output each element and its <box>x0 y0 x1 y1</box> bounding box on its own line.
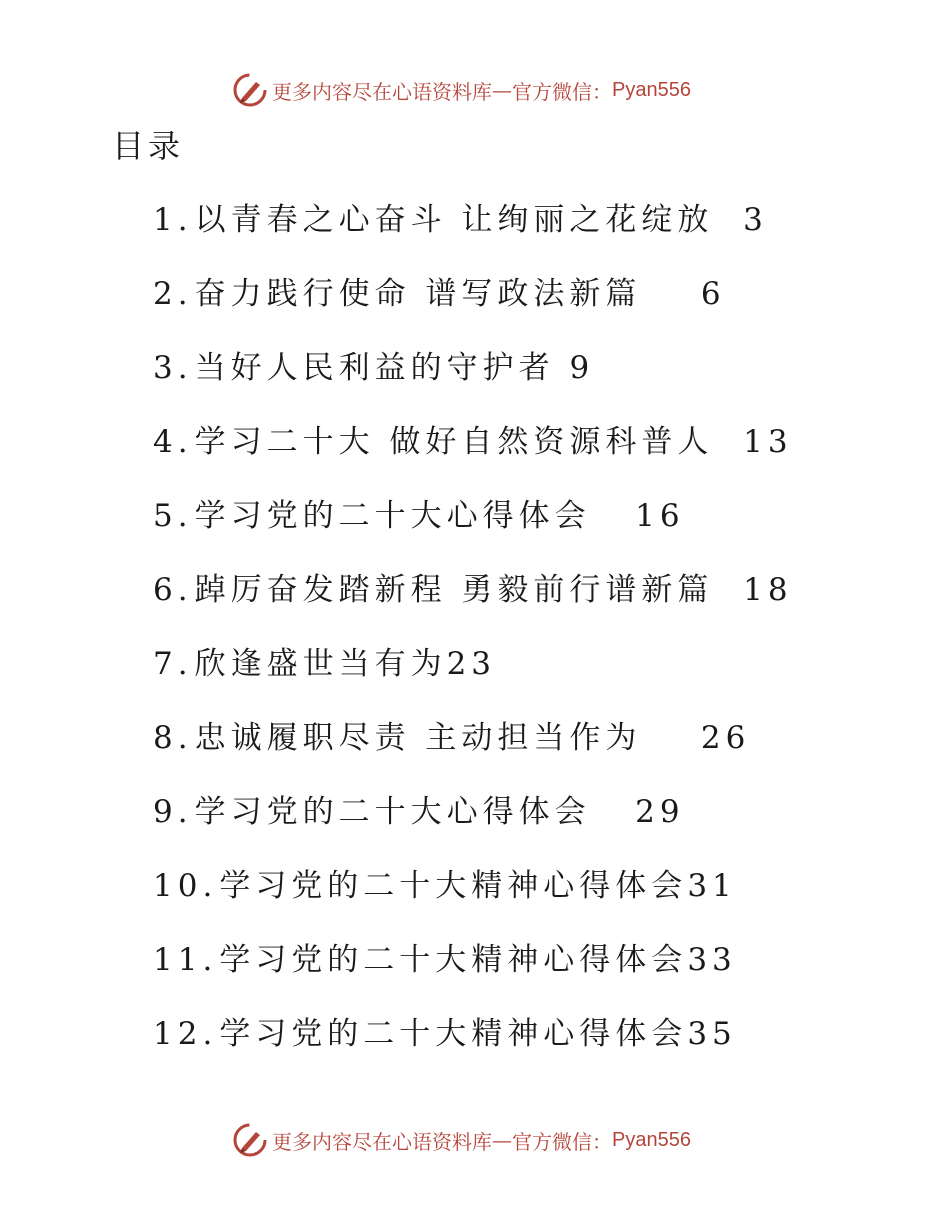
toc-item[interactable] <box>153 938 793 1012</box>
toc-item-page-number: 23 <box>446 646 497 682</box>
toc-item-title: 学习党的二十大心得体会 <box>194 794 591 830</box>
toc-item-title: 踔厉奋发踏新程 勇毅前行谱新篇 <box>194 572 714 608</box>
banner-wechat-label: 官方微信： <box>512 1129 612 1154</box>
toc-item[interactable] <box>153 790 793 864</box>
banner-text: 更多内容尽在心语资料库 <box>272 1129 492 1154</box>
toc-item-page-number: 26 <box>700 720 751 756</box>
toc-item[interactable] <box>153 716 793 790</box>
toc-item[interactable] <box>153 494 793 568</box>
toc-item-gap <box>641 716 700 790</box>
pen-logo-icon <box>232 1122 268 1158</box>
toc-item-page-number: 6 <box>700 276 726 312</box>
toc-item-page-number: 3 <box>743 202 768 238</box>
toc-item-title: 学习党的二十大心得体会 <box>194 498 591 534</box>
toc-item-title: 学习二十大 做好自然资源科普人 <box>194 424 714 460</box>
footer-banner <box>232 1120 691 1160</box>
toc-item-number: 3. <box>153 350 193 386</box>
toc-item-gap <box>713 420 743 494</box>
toc-item-page-number: 31 <box>687 868 737 904</box>
pen-logo-icon <box>232 72 268 108</box>
banner-separator: — <box>492 78 512 102</box>
toc-item-page-number: 9 <box>569 350 595 386</box>
toc-item-title: 欣逢盛世当有为 <box>194 646 447 682</box>
toc-item-title: 忠诚履职尽责 主动担当作为 <box>194 720 642 756</box>
toc-item-number: 12. <box>153 1016 218 1052</box>
toc-item-page-number: 35 <box>687 1016 737 1052</box>
toc-item-number: 7. <box>153 646 193 682</box>
toc-item-gap <box>641 272 700 346</box>
toc-item[interactable] <box>153 346 793 420</box>
banner-wechat-id: Pyan556 <box>612 78 691 101</box>
toc-item-page-number: 33 <box>687 942 737 978</box>
toc-item-page-number: 29 <box>635 794 685 830</box>
toc-item-page-number: 18 <box>743 572 793 608</box>
toc-item[interactable] <box>153 272 793 346</box>
toc-item-number: 2. <box>153 276 193 312</box>
banner-separator: — <box>492 1128 512 1152</box>
toc-item-title: 当好人民利益的守护者 <box>194 350 555 386</box>
toc-item[interactable] <box>153 568 793 642</box>
toc-item[interactable] <box>153 1012 793 1086</box>
toc-item-number: 8. <box>153 720 193 756</box>
banner-wechat-id: Pyan556 <box>612 1128 691 1151</box>
toc-title: 目录 <box>112 127 185 165</box>
toc-item-number: 11. <box>153 942 218 978</box>
toc-item-title: 以青春之心奋斗 让绚丽之花绽放 <box>194 202 714 238</box>
toc-item[interactable] <box>153 420 793 494</box>
banner-text: 更多内容尽在心语资料库 <box>272 79 492 104</box>
toc-item[interactable] <box>153 642 793 716</box>
toc-item-gap <box>591 790 636 864</box>
toc-item-number: 6. <box>153 572 193 608</box>
toc-item-number: 4. <box>153 424 193 460</box>
header-banner <box>232 70 691 110</box>
toc-item-number: 1. <box>153 202 193 238</box>
toc-item-number: 9. <box>153 794 193 830</box>
toc-item-page-number: 16 <box>635 498 685 534</box>
toc-item-title: 学习党的二十大精神心得体会 <box>219 1016 688 1052</box>
toc-item-gap <box>713 198 743 272</box>
toc-item-number: 5. <box>153 498 193 534</box>
toc-item-title: 学习党的二十大精神心得体会 <box>219 942 688 978</box>
banner-wechat-label: 官方微信： <box>512 79 612 104</box>
toc-item-number: 10. <box>153 868 218 904</box>
toc-item-title: 学习党的二十大精神心得体会 <box>219 868 688 904</box>
toc-item-gap <box>591 494 636 568</box>
toc-item-gap <box>555 346 570 420</box>
toc-item[interactable] <box>153 198 793 272</box>
toc-item-page-number: 13 <box>743 424 793 460</box>
toc-item-title: 奋力践行使命 谱写政法新篇 <box>194 276 642 312</box>
toc-item[interactable] <box>153 864 793 938</box>
toc-list <box>153 198 793 1086</box>
toc-item-gap <box>713 568 743 642</box>
